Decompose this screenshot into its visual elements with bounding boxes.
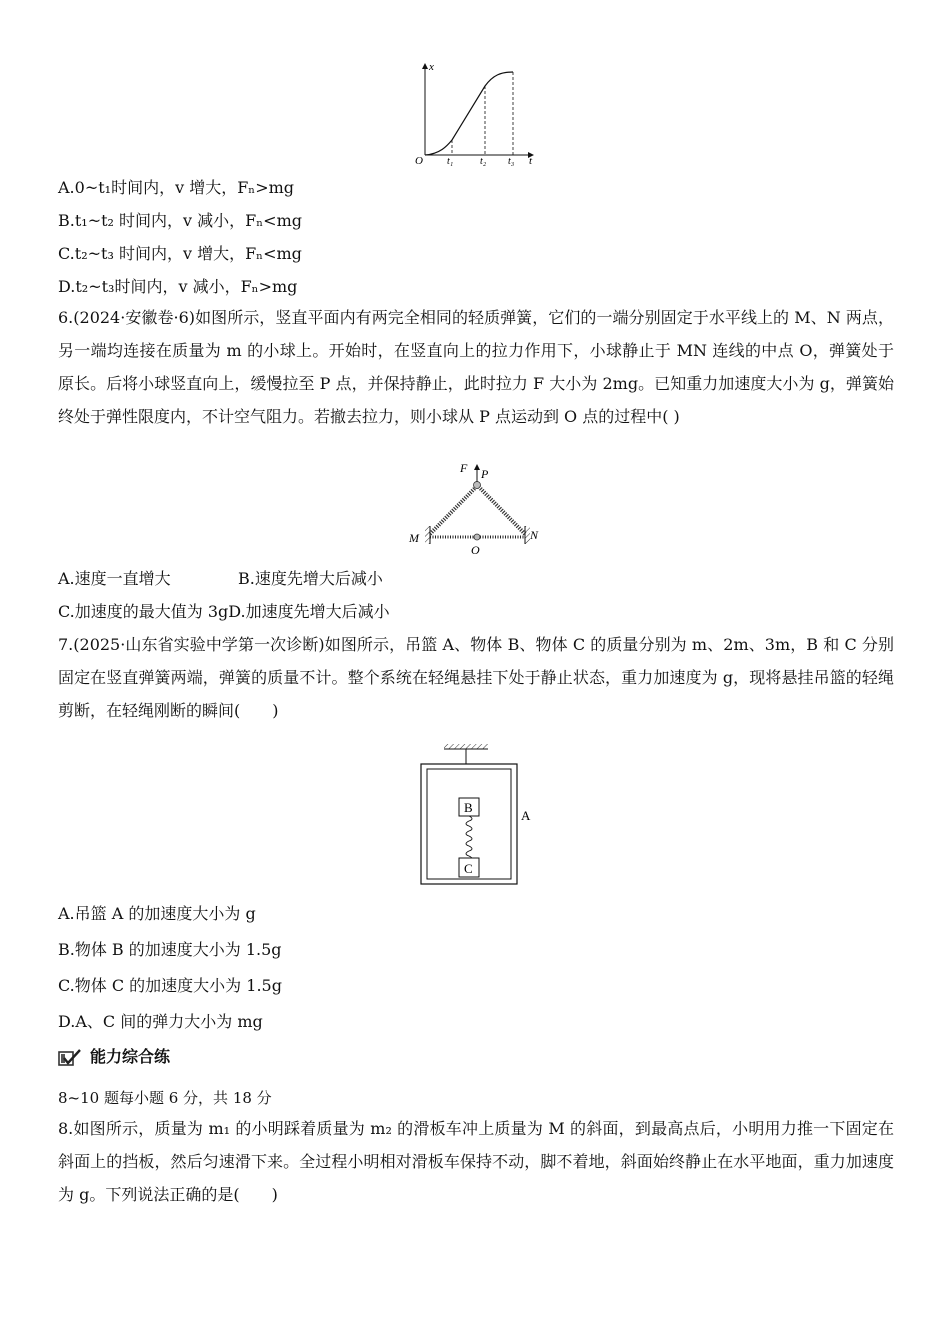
q6-stem: 6.(2024·安徽卷·6)如图所示，竖直平面内有两完全相同的轻质弹簧，它们的一端分别固定于水平线上的 M、N 两点，另一端均连接在质量为 m 的小球上。开始时，在竖直向上的拉力作用下，小球静止于 MN 连线的中点 O，弹簧处于原长。后将小球竖直向上，缓慢拉至 P 点，并保持静止，此时拉力 F 大小为 2mg。已知重力加速度大小为 g，弹簧始终处于弹性限度内，不计空气阻力。若撤去拉力，则小球从 P 点运动到 O 点的过程中( ) — [58, 308, 894, 426]
object-b-label: B — [464, 800, 473, 815]
q7-option-b: B.物体 B 的加速度大小为 1.5g — [58, 940, 282, 959]
q5-option-a: A.0~t₁时间内，v 增大，Fₙ>mg — [58, 178, 295, 197]
x-axis-label: x — [429, 61, 434, 73]
basket-a-label: A — [521, 808, 531, 823]
point-p-label: P — [481, 467, 489, 481]
q7-option-a: A.吊篮 A 的加速度大小为 g — [58, 904, 256, 923]
object-c-label: C — [464, 861, 473, 876]
checkbox-check-icon — [58, 1049, 82, 1067]
q6-options-row1 — [58, 569, 383, 589]
hanging-basket-figure — [412, 740, 542, 890]
q7-stem: 7.(2025·山东省实验中学第一次诊断)如图所示，吊篮 A、物体 B、物体 C 的质量分别为 m、2m、3m，B 和 C 分别固定在竖直弹簧两端，弹簧的质量不计。整个系统在轻绳悬挂下处于静止状态，重力加速度为 g，现将悬挂吊篮的轻绳剪断，在轻绳刚断的瞬间( ) — [58, 635, 894, 720]
score-note: 8~10 题每小题 6 分，共 18 分 — [58, 1089, 272, 1107]
origin-label: O — [415, 155, 423, 167]
xt-curve — [425, 72, 513, 155]
force-label: F — [460, 461, 468, 475]
q6-option-c: C.加速度的最大值为 3g — [58, 602, 229, 621]
spring-ball-figure — [405, 460, 550, 560]
q7-option-c: C.物体 C 的加速度大小为 1.5g — [58, 976, 282, 995]
q5-option-b: B.t₁~t₂ 时间内，v 减小，Fₙ<mg — [58, 211, 302, 230]
q6-option-a: A.速度一直增大 — [58, 569, 171, 588]
point-m-label: M — [409, 531, 419, 545]
section-heading — [58, 1044, 170, 1067]
point-o-label: O — [471, 543, 480, 557]
q6-option-b: B.速度先增大后减小 — [238, 569, 383, 588]
q5-option-d: D.t₂~t₃时间内，v 减小，Fₙ>mg — [58, 277, 298, 296]
q6-option-d: D.加速度先增大后减小 — [228, 602, 390, 621]
t1-label: t₁ — [447, 156, 454, 167]
t2-label: t₂ — [480, 156, 487, 167]
section-title: 能力综合练 — [90, 1047, 171, 1066]
t3-label: t₃ — [508, 156, 515, 167]
q8-stem: 8.如图所示，质量为 m₁ 的小明踩着质量为 m₂ 的滑板车冲上质量为 M 的斜面，到最高点后，小明用力推一下固定在斜面上的挡板，然后匀速滑下来。全过程小明相对滑板车保持不动，脚不着地，斜面始终静止在水平地面，重力加速度为 g。下列说法正确的是( ) — [58, 1119, 894, 1204]
q7-option-d: D.A、C 间的弹力大小为 mg — [58, 1012, 263, 1031]
t-axis-label: t — [529, 155, 533, 167]
q6-options-row2 — [58, 602, 390, 622]
q5-option-c: C.t₂~t₃ 时间内，v 增大，Fₙ<mg — [58, 244, 302, 263]
point-n-label: N — [530, 528, 539, 542]
xt-graph-figure — [405, 58, 540, 168]
